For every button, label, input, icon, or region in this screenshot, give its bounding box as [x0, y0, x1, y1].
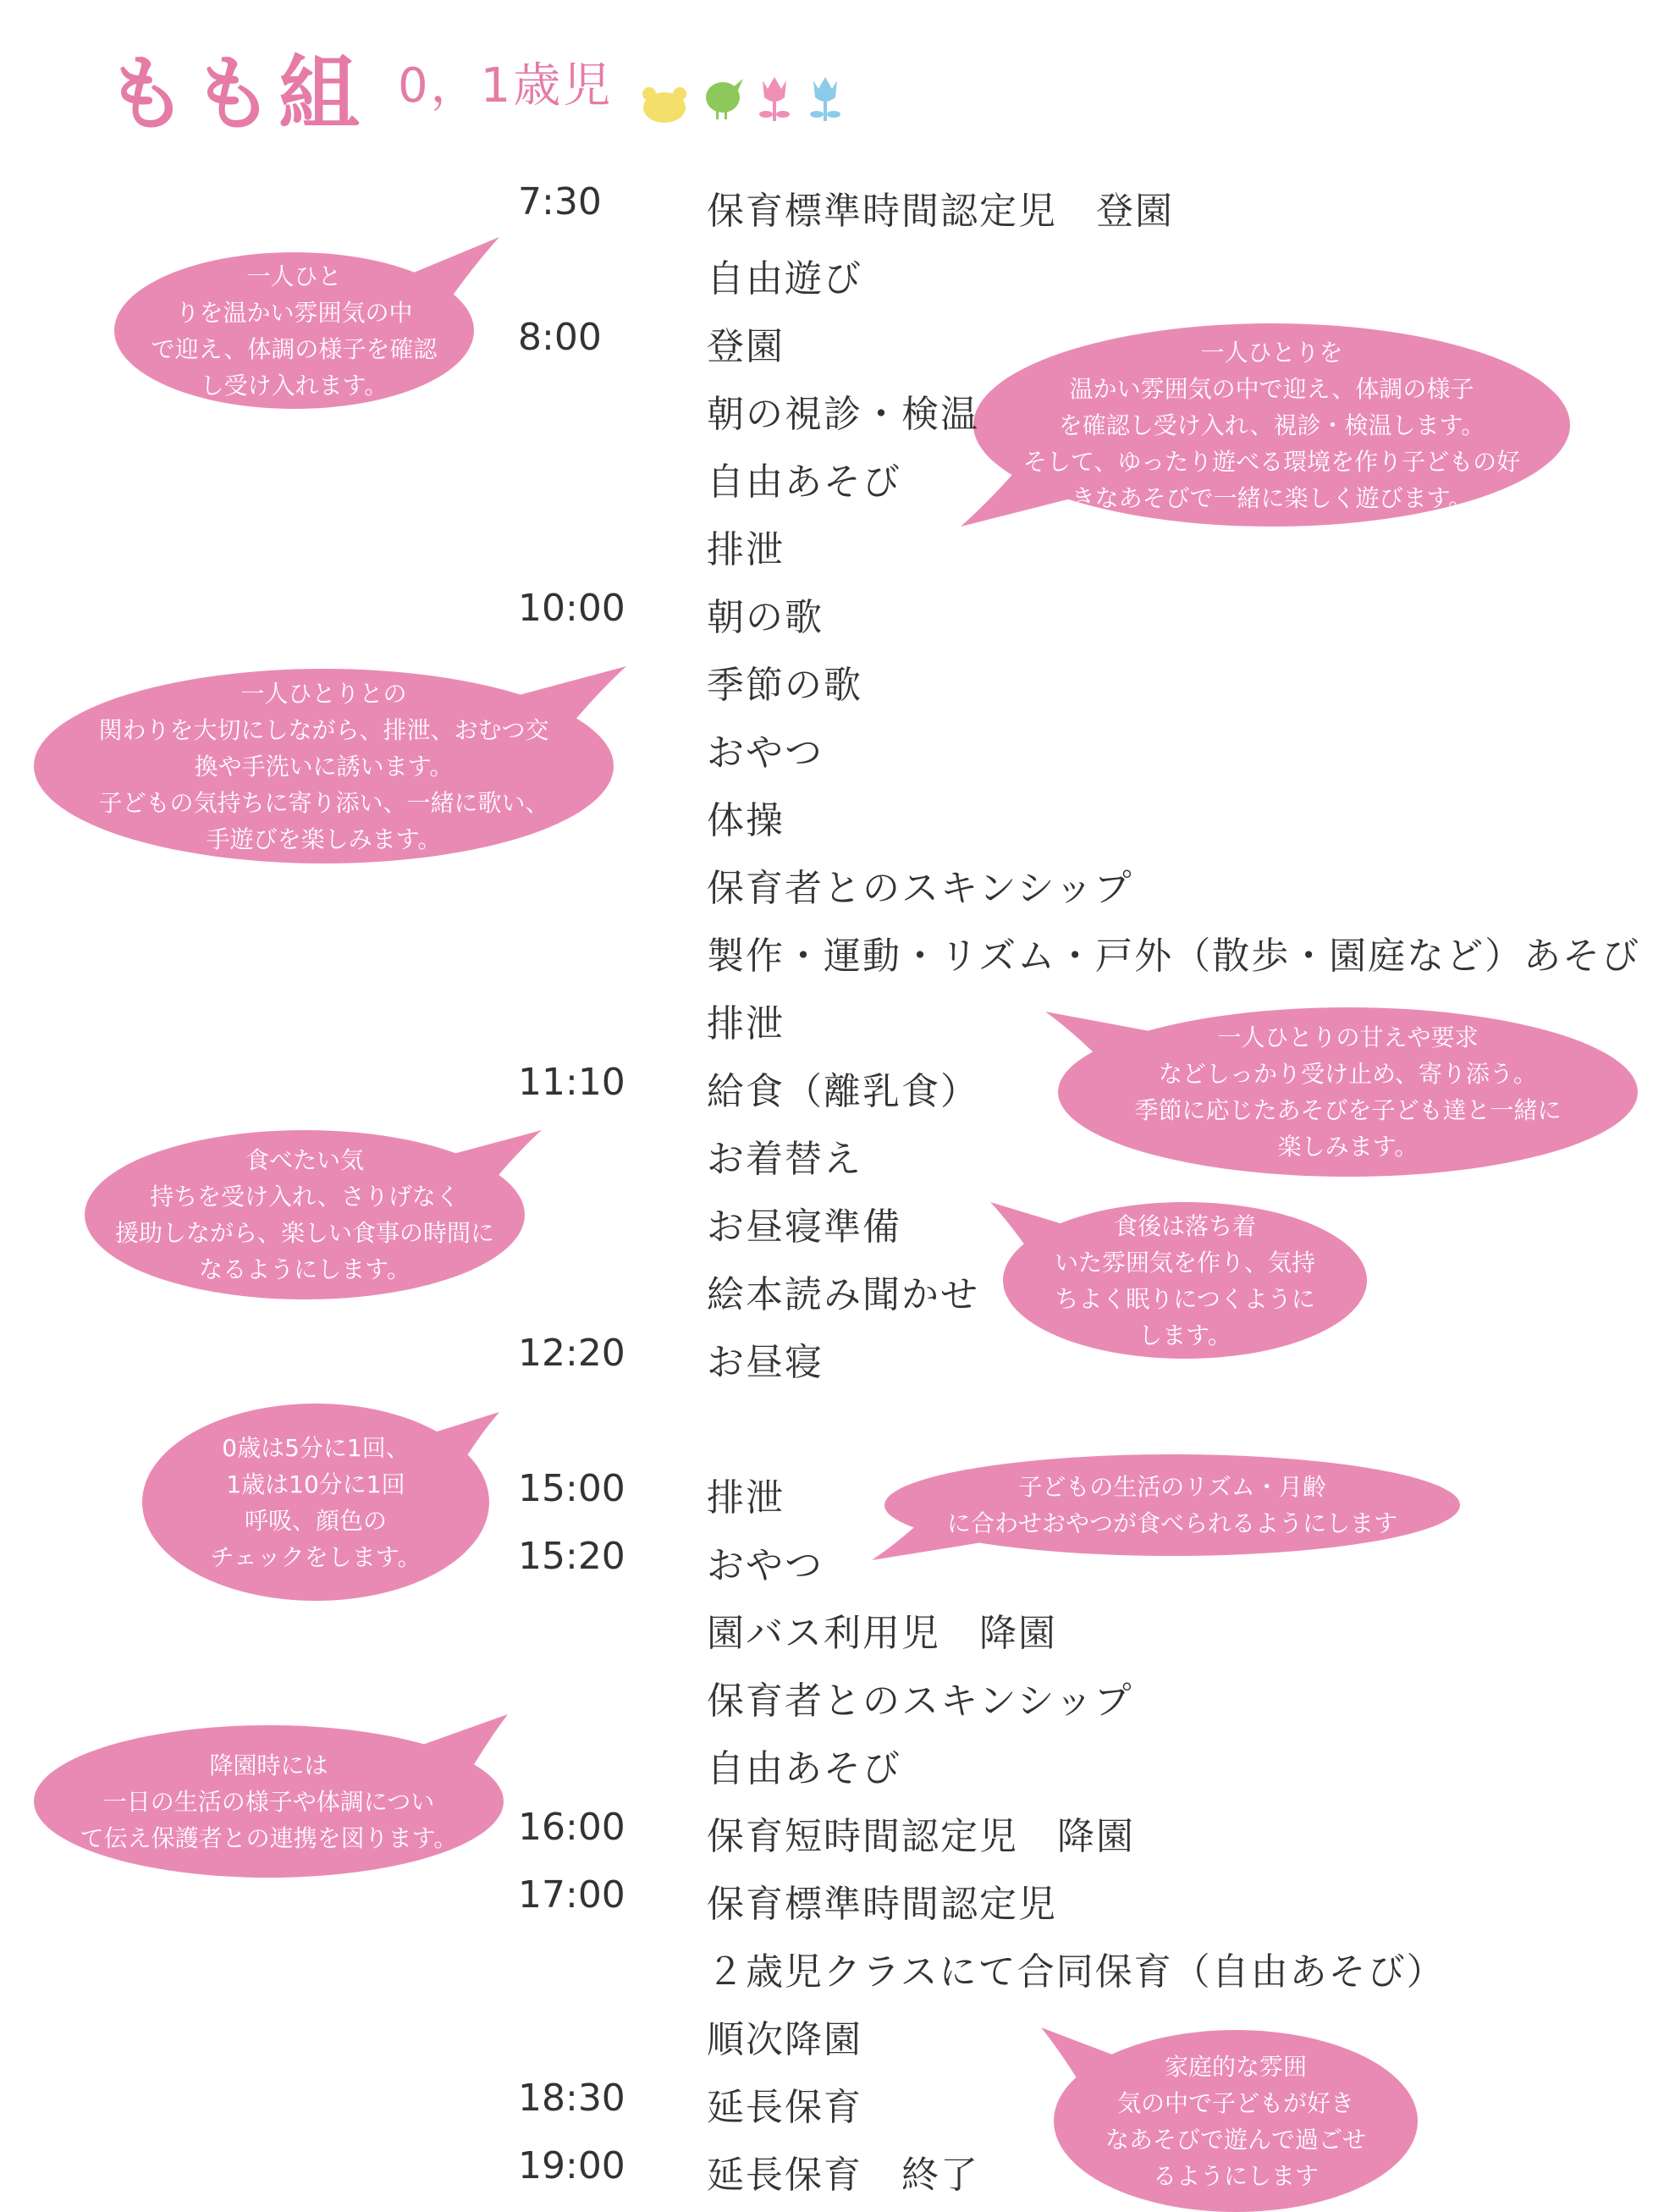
speech-bubble-line: 食後は落ち着	[1113, 1212, 1256, 1240]
speech-bubble	[1003, 1202, 1367, 1359]
speech-bubble-text	[34, 676, 614, 858]
speech-bubble-line: 楽しみます。	[1277, 1133, 1419, 1161]
speech-bubble-line: りを温かい雰囲気の中	[175, 299, 413, 327]
speech-bubble-text	[973, 334, 1570, 516]
speech-bubble-line: 食べたい気	[245, 1146, 364, 1174]
speech-bubble-line: 降園時には	[209, 1751, 328, 1779]
schedule-activity: 絵本読み聞かせ	[707, 1273, 979, 1316]
speech-bubble-line: 関わりを大切にしながら、排泄、おむつ交	[98, 716, 549, 744]
speech-bubble-text	[1058, 1019, 1638, 1165]
speech-bubble-text	[1054, 2049, 1418, 2194]
speech-bubble-line: 子どもの気持ちに寄り添い、一緒に歌い、	[98, 789, 549, 817]
speech-bubble-text	[1003, 1208, 1367, 1354]
schedule-activity: 朝の視診・検温	[707, 393, 979, 436]
tulip-icon	[808, 72, 842, 127]
schedule-activity: ２歳児クラスにて合同保育（自由あそび）	[707, 1950, 1446, 1994]
bird-icon	[703, 72, 745, 123]
schedule-time: 8:00	[518, 316, 602, 359]
schedule-activity: お着替え	[707, 1138, 862, 1181]
speech-bubble-text	[34, 1747, 504, 1856]
speech-bubble-line: なるようにします。	[199, 1255, 410, 1283]
speech-bubble	[34, 1725, 504, 1878]
schedule-activity: 延長保育 終了	[707, 2154, 979, 2197]
speech-bubble-line: そして、ゆったり遊べる環境を作り子どもの好	[1022, 448, 1521, 476]
speech-bubble-line: します。	[1138, 1321, 1231, 1349]
schedule-activity: お昼寝準備	[707, 1205, 901, 1249]
schedule-time: 18:30	[518, 2077, 625, 2120]
schedule-activity: おやつ	[707, 731, 824, 775]
speech-bubble	[34, 669, 614, 863]
schedule-activity: 排泄	[707, 1002, 785, 1045]
speech-bubble-line: 持ちを受け入れ、さりげなく	[150, 1183, 460, 1211]
speech-bubble-line: などしっかり受け止め、寄り添う。	[1159, 1060, 1537, 1088]
speech-bubble-line: 1歳は10分に1回	[226, 1470, 405, 1498]
speech-bubble-line: ちよく眠りにつくように	[1055, 1285, 1315, 1313]
schedule-time: 11:10	[518, 1061, 625, 1104]
speech-bubble	[85, 1130, 525, 1299]
speech-bubble	[884, 1454, 1460, 1556]
bear-icon	[639, 82, 690, 124]
schedule-activity: 登園	[707, 325, 785, 368]
speech-bubble-text	[114, 258, 474, 404]
speech-bubble-line: 一人ひとりの甘えや要求	[1217, 1023, 1479, 1051]
schedule-activity: 自由遊び	[707, 257, 862, 301]
schedule-activity: 園バス利用児 降園	[707, 1612, 1057, 1655]
speech-bubble-line: を確認し受け入れ、視診・検温します。	[1058, 411, 1485, 439]
speech-bubble-line: 換や手洗いに誘います。	[194, 753, 454, 781]
speech-bubble	[1058, 1007, 1638, 1177]
speech-bubble-line: 温かい雰囲気の中で迎え、体調の様子	[1069, 375, 1474, 403]
speech-bubble-line: 一日の生活の様子や体調につい	[102, 1788, 435, 1816]
schedule-time: 15:20	[518, 1535, 625, 1578]
speech-bubble-line: 一人ひと	[246, 262, 342, 290]
schedule-activity: 保育短時間認定児 降園	[707, 1815, 1135, 1858]
speech-bubble-text	[142, 1430, 489, 1575]
schedule-time: 15:00	[518, 1467, 625, 1510]
schedule-activity: 保育標準時間認定児	[707, 1883, 1057, 1926]
speech-bubble-line: 手遊びを楽しみます。	[206, 825, 442, 853]
schedule-activity: 体操	[707, 799, 785, 842]
age-subtitle: 0，1歳児	[398, 58, 614, 113]
speech-bubble-text	[85, 1142, 525, 1288]
speech-bubble-line: チェックをします。	[210, 1543, 422, 1571]
schedule-activity: お昼寝	[707, 1341, 824, 1384]
speech-bubble-line: 一人ひとりを	[1200, 339, 1343, 367]
schedule-activity: 保育者とのスキンシップ	[707, 1680, 1133, 1723]
speech-bubble	[1054, 2030, 1418, 2212]
schedule-time: 17:00	[518, 1873, 625, 1917]
schedule-activity: 延長保育	[707, 2086, 862, 2129]
schedule-activity: 排泄	[707, 528, 785, 571]
schedule-time: 10:00	[518, 587, 625, 630]
speech-bubble-line: るようにします	[1152, 2162, 1319, 2190]
speech-bubble-line: 一人ひとりとの	[240, 680, 407, 708]
schedule-time: 7:30	[518, 180, 602, 223]
schedule-activity: 季節の歌	[707, 664, 862, 707]
schedule-activity: 排泄	[707, 1476, 785, 1520]
speech-bubble-line: 季節に応じたあそびを子ども達と一緒に	[1134, 1096, 1562, 1124]
speech-bubble-line: 呼吸、顔色の	[244, 1507, 387, 1535]
speech-bubble-line: 家庭的な雰囲	[1164, 2053, 1307, 2081]
schedule-activity: 保育標準時間認定児 登園	[707, 190, 1174, 233]
tulip-icon	[758, 72, 791, 127]
speech-bubble-text	[884, 1469, 1460, 1542]
speech-bubble-line: 援助しながら、楽しい食事の時間に	[114, 1219, 494, 1247]
speech-bubble-line: いた雰囲気を作り、気持	[1054, 1249, 1315, 1277]
speech-bubble	[114, 252, 474, 409]
speech-bubble-line: きなあそびで一緒に楽しく遊びます。	[1071, 484, 1473, 512]
schedule-activity: 順次降園	[707, 2018, 862, 2061]
schedule-time: 12:20	[518, 1332, 625, 1375]
speech-bubble-line: に合わせおやつが食べられるようにします	[946, 1509, 1397, 1537]
speech-bubble	[973, 323, 1570, 527]
schedule-activity: 製作・運動・リズム・戸外（散歩・園庭など）あそび	[707, 935, 1641, 978]
speech-bubble-line: なあそびで遊んで過ごせ	[1105, 2126, 1366, 2154]
schedule-activity: 朝の歌	[707, 596, 824, 639]
schedule-time: 19:00	[518, 2144, 625, 2187]
schedule-time: 16:00	[518, 1806, 625, 1849]
speech-bubble-line: で迎え、体調の様子を確認	[151, 335, 438, 363]
speech-bubble-line: 子どもの生活のリズム・月齢	[1018, 1473, 1326, 1501]
speech-bubble-line: 0歳は5分に1回、	[222, 1434, 410, 1462]
speech-bubble-line: し受け入れます。	[200, 372, 388, 400]
schedule-activity: 給食（離乳食）	[707, 1070, 979, 1113]
page-title: もも組	[106, 47, 365, 141]
schedule-activity: 自由あそび	[707, 1747, 901, 1790]
schedule-activity: おやつ	[707, 1544, 824, 1587]
speech-bubble-line: 気の中で子どもが好き	[1116, 2089, 1354, 2117]
speech-bubble	[142, 1404, 489, 1601]
schedule-activity: 保育者とのスキンシップ	[707, 867, 1133, 910]
speech-bubble-line: て伝え保護者との連携を図ります。	[80, 1824, 458, 1852]
schedule-activity: 自由あそび	[707, 461, 901, 504]
